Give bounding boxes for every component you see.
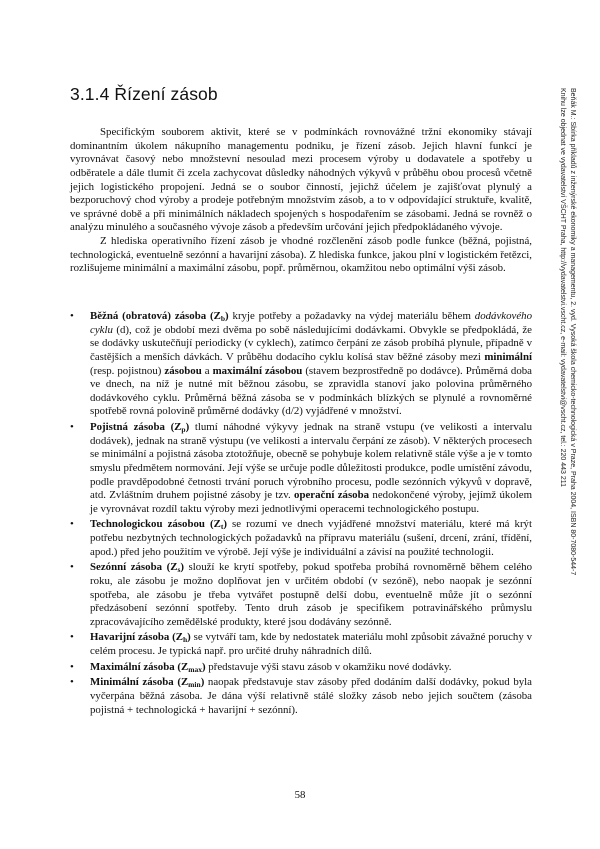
bullet-icon: • — [70, 518, 74, 531]
bullet-icon: • — [70, 310, 74, 322]
bullet-icon: • — [70, 421, 74, 433]
bullet-icon: • — [70, 631, 74, 644]
side-note-citation — [558, 88, 577, 575]
term: Minimální zásoba $(Z_{min})$ — [90, 676, 205, 690]
page-number: 58 — [294, 789, 306, 801]
intro-text — [70, 126, 532, 276]
italic-term: dodávkového cyklu — [90, 310, 532, 336]
term: Běžná (obratová) zásoba $(Z_b)$ — [90, 310, 229, 323]
term: Pojistná zásoba $(Z_p)$ — [90, 421, 190, 434]
side-note-line-2: Knihu lze objednat ve vydavatelství VŠCHT Praha, http://vydavatelstvi.vscht.cz, e-mail: vydavatelstvi@vscht.cz, tel.: 220 443 211 — [559, 88, 567, 488]
inventory-types-list — [70, 310, 532, 719]
bullet-icon: • — [70, 561, 74, 574]
list-item-havarijni-zasoba: • Havarijní zásoba $(Z_h)$ se vytváří tam, kde by nedostatek materiálu mohl způsobit závažné poruchy v celém procesu. Je typická např. pro určité druhy náhradních dílů. — [70, 631, 532, 657]
bullet-icon: • — [70, 676, 74, 689]
section-title: 3.1.4 Řízení zásob — [70, 84, 218, 104]
list-item-sezonni-zasoba: • Sezónní zásoba $(Z_s)$ slouží ke krytí spotřeby, pokud spotřeba probíhá rovnoměrně během celého roku, ale zásobu je možno doplňovat jen v určitém období (v sezóně), nebo naopak je sezónní spotřeba, ale zásobu je třeba vytvářet postupně delší dobu, eventuelně může jít o sezónní předzásobení sezónní spotřeby. Tento druh zásob je specifikem potravinářského průmyslu zpracovávajícího zemědělské produkty, které jsou dodávány sezónně. — [70, 561, 533, 628]
side-note-line-1: Beňák M.: Sbírka příkladů z inženýrské ekonomiky a managementu, 2. vyd. Vysoká škola chemicko-technologická v Praze, Praha 2004, ISBN 80-7080-544-7 — [569, 88, 576, 576]
term: Havarijní zásoba $(Z_h)$ — [90, 631, 191, 645]
term: Maximální zásoba $(Z_{max})$ — [90, 660, 206, 674]
intro-paragraph-1: Specifickým souborem aktivit, které se v podmínkách rovnovážné tržní ekonomiky stávají dominantním úkolem nákupního managementu podniku, je řízení zásob. Jejich hlavní funkcí je vyrovnávat časový nebo množstevní nesoulad mezi procesem výroby u dodavatele a spotřeby u odběratele a dále tlumit či zcela zachycovat důsledky náhodných výkyvů v průběhu obou procesů včetně jejich logistického propojení. Jedná se o soubor činností, jejichž účelem je zajišťovat plynulý a bezporuchový chod výroby a prodeje potřebným množstvím zásob, a to v odpovídající struktuře, kvalitě, ve správné době a při minimálních nákladech spojených s hospodařením se zásobami. Jedná se rovněž o analýzu minulého a současného vývoje zásob a především určování jejich předpokládaného vývoje. — [70, 126, 532, 234]
list-item-minimalni-zasoba: • Minimální zásoba $(Z_{min})$ naopak představuje stav zásoby před dodáním další dodávky, pokud byla vyčerpána běžná zásoba. Je dána výší relativně stálé složky zásob nebo jejich součtem (zásoba pojistná + technologická + havarijní + sezónní). — [70, 676, 532, 716]
term: Sezónní zásoba $(Z_s)$ — [90, 561, 184, 575]
term: Technologickou zásobou $(Z_t)$ — [90, 518, 227, 532]
intro-paragraph-2: Z hlediska operativního řízení zásob je vhodné rozčlenění zásob podle funkce (běžná, pojistná, technologická, eventuelně sezónní a havarijní zásoba). Z hlediska funkce, jakou plní v logistickém řetězci, rozlišujeme minimální a maximální zásobu, popř. průměrnou, okamžitou nebo optimální výši zásob. — [70, 235, 532, 275]
list-item-bezna-zasoba: • Běžná (obratová) zásoba $(Z_b)$ kryje potřeby a požadavky na výdej materiálu během dodávkového cyklu (d), což je období mezi dvěma po sobě následujícími dodávkami. Obvykle se předpokládá, že se dodávky uskutečňují periodicky (v cyklech), zatímco čerpání ze zásob probíhá plynule, případně v častějších a menších dávkách. V průběhu dodacího cyklu kolísá stav běžné zásoby mezi minimální (resp. pojistnou) zásobou a maximální zásobou (stavem bezprostředně po dodávce). Průměrná doba ve dnech, na níž je nutné mít běžnou zásobu, se zpravidla stanoví jako polovina průměrného dodávkového cyklu. Průměrná běžná zásoba se v podmínkách blízkých se plynulé a rovnoměrné spotřebě rovná polovině průměrné dodávky (d/2) vyjádřené v množství. — [70, 310, 532, 418]
list-item-maximalni-zasoba: • Maximální zásoba $(Z_{max})$ představuje výši stavu zásob v okamžiku nové dodávky. — [70, 660, 452, 674]
bullet-icon: • — [70, 660, 74, 673]
list-item-technologicka-zasoba: • Technologickou zásobou $(Z_t)$ se rozumí ve dnech vyjádřené množství materiálu, které má krýt potřebu nezbytných technologických požadavků na přípravu materiálu (sušení, drcení, zrání, třídění, apod.) před jeho použitím ve výrobě. Její výše je individuální a závisí na použité technologii. — [70, 518, 532, 558]
list-item-pojistna-zasoba: • Pojistná zásoba $(Z_p)$ tlumí náhodné výkyvy jednak na straně vstupu (ve velikosti a intervalu dodávek), jednak na straně výstupu (ve velikosti a intervalu čerpání ze zásob). V některých procesech se minimální a pojistná zásoba ztotožňuje, obecně se pohybuje kolem relativně stále výše a je v tomto smyslu předmětem normování. Její výše se určuje podle důležitosti produkce, podle umístění závodu, podle pravděpodobné četnosti trvání poruch výrobního procesu, podle sezónních výkyvů v dopravě, atd. Zvláštním druhem pojistné zásoby je tzv. operační zásoba nedokončené výroby, jejímž úkolem je vyrovnávat rozdíl taktu výroby mezi jednotlivými operacemi technologického postupu. — [70, 421, 533, 515]
